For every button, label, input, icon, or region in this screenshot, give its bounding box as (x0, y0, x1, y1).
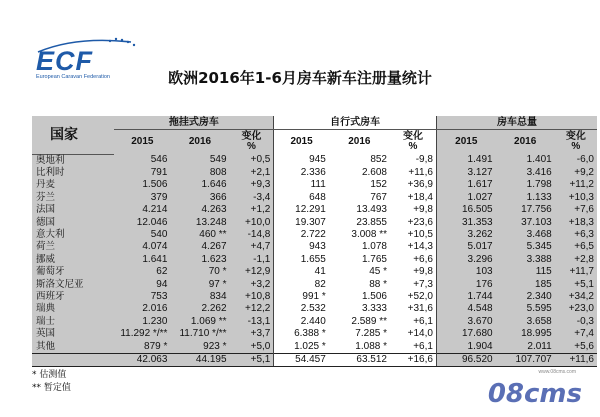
cell-total-change: +23,0 (555, 303, 597, 315)
cell-motor-2016: 1.078 (361, 241, 387, 253)
cell-total-2015: 1.744 (436, 291, 495, 303)
total-all-change: +11,6 (555, 353, 597, 366)
cell-towed-2015: 1.506 (114, 179, 170, 191)
cell-country: 荷兰 (32, 241, 114, 253)
cell-total-change: +11,2 (555, 179, 597, 191)
cell-motor-2015: 1.025 * (274, 340, 329, 353)
cell-motor-2016: 3.008 ** (351, 229, 387, 241)
change-label: 变化 (241, 131, 262, 142)
cell-motor-change: +10,5 (407, 229, 433, 241)
cell-towed-change: +5,0 (230, 340, 274, 353)
cell-towed-2015: 879 * (114, 340, 170, 353)
header-total-change (555, 130, 597, 155)
cell-motor-2016: 1.088 * (355, 340, 387, 352)
cell-total-change: +6,3 (555, 229, 597, 241)
header-total-2016: 2016 (496, 130, 555, 155)
watermark-url: www.08cms.com (538, 369, 576, 375)
cell-towed-change: +10,0 (230, 216, 274, 228)
cell-total-2016: 3.388 (496, 254, 555, 266)
cell-total-2015: 16.505 (436, 204, 495, 216)
note-estimate-text: 估测值 (39, 370, 67, 380)
cell-motor-2016: 767 (370, 191, 387, 203)
cell-country: 挪威 (32, 254, 114, 266)
cell-towed-2016: 4.267 (170, 241, 229, 253)
cell-total-2015: 3.262 (436, 229, 495, 241)
cell-country: 法国 (32, 204, 114, 216)
header-total-2015: 2015 (436, 130, 495, 155)
cell-towed-change: +1,2 (230, 204, 274, 216)
cell-towed-2016: 834 (170, 291, 229, 303)
cell-motor-change: +9,8 (413, 266, 433, 278)
cell-motor-2016: 13.493 (356, 204, 387, 216)
cell-total-change: -0,3 (555, 316, 597, 328)
note-estimate (32, 367, 66, 380)
cell-motor-2016: 852 (370, 154, 387, 166)
header-motor-2016: 2016 (348, 136, 371, 147)
cell-total-2016: 3.416 (496, 167, 555, 179)
cell-total-2015: 1.491 (436, 154, 495, 167)
totals-row (32, 353, 597, 366)
cell-total-2015: 1.904 (436, 340, 495, 353)
note-provisional (32, 380, 71, 393)
total-all-2016: 107.707 (496, 353, 555, 366)
logo-text: ECF (36, 46, 93, 76)
cell-towed-2016: 1.646 (170, 179, 229, 191)
cell-motor-change: +6,1 (413, 315, 433, 327)
cell-towed-2015: 11.292 */** (114, 328, 170, 340)
table-row (32, 241, 597, 253)
cell-motor-2016: 2.608 (361, 167, 387, 179)
cell-total-change: +5,1 (555, 278, 597, 290)
cell-country: 奥地利 (32, 154, 114, 167)
table-row (32, 328, 597, 340)
total-towed-2015: 42.063 (114, 353, 170, 366)
cell-motor-2015: 648 (274, 192, 329, 204)
cell-motor-change: +23,6 (407, 216, 433, 228)
table-row (32, 179, 597, 191)
cell-towed-change: +10,8 (230, 291, 274, 303)
cell-towed-2016: 549 (170, 154, 229, 167)
cell-total-change: +7,4 (555, 328, 597, 340)
cell-total-2016: 185 (496, 278, 555, 290)
cell-towed-2015: 791 (114, 167, 170, 179)
cell-towed-2015: 546 (114, 154, 170, 167)
cell-motor-2015: 41 (274, 266, 329, 278)
cell-motor-change: +6,6 (413, 253, 433, 265)
watermark-logo: 08cms (487, 379, 582, 409)
cell-motor-2015: 6.388 * (274, 328, 329, 340)
cell-total-2015: 1.617 (436, 179, 495, 191)
cell-towed-change: +3,7 (230, 328, 274, 340)
cell-motor-change: +36,9 (407, 179, 433, 191)
cell-motor-2015: 2.722 (274, 229, 329, 241)
note-provisional-text: 暂定值 (43, 383, 71, 393)
cell-country: 西班牙 (32, 291, 114, 303)
header-total: 房车总量 (436, 116, 597, 130)
cell-motor-2016: 152 (370, 179, 387, 191)
cell-towed-2015: 1.230 (114, 316, 170, 328)
cell-total-2015: 5.017 (436, 241, 495, 253)
cell-towed-2015: 4.074 (114, 241, 170, 253)
cell-total-2015: 31.353 (436, 216, 495, 228)
cell-motor-2015: 12.291 (274, 204, 329, 216)
cell-country: 意大利 (32, 229, 114, 241)
cell-total-change: +9,2 (555, 167, 597, 179)
cell-total-2015: 176 (436, 278, 495, 290)
cell-towed-2015: 1.641 (114, 254, 170, 266)
cell-total-2016: 115 (496, 266, 555, 278)
cell-total-change: -6,0 (555, 154, 597, 167)
header-towed-change (230, 130, 274, 155)
cell-motor-2016: 2.589 ** (351, 315, 387, 327)
cell-total-2016: 3.658 (496, 316, 555, 328)
cell-total-2015: 17.680 (436, 328, 495, 340)
table-row (32, 229, 597, 241)
header-towed: 拖挂式房车 (114, 116, 274, 130)
cell-total-2015: 3.127 (436, 167, 495, 179)
header-motor-change (390, 130, 436, 155)
table-row (32, 291, 597, 303)
note-estimate-mark: * (32, 370, 37, 380)
cell-motor-2016: 45 * (369, 266, 387, 278)
cell-total-2016: 1.133 (496, 192, 555, 204)
totals-label (32, 353, 114, 366)
cell-towed-change: +4,7 (230, 241, 274, 253)
total-towed-2016: 44.195 (170, 353, 229, 366)
cell-towed-2016: 923 * (170, 340, 229, 353)
cell-motor-change: +18,4 (407, 191, 433, 203)
cell-motor-2015: 19.307 (274, 216, 329, 228)
cell-motor-2016: 1.506 (361, 290, 387, 302)
percent-label: % (246, 141, 256, 152)
cell-towed-2016: 460 ** (170, 229, 229, 241)
cell-total-2015: 3.296 (436, 254, 495, 266)
cell-motor-2015: 2.532 (274, 303, 329, 315)
cell-motor-2015: 945 (274, 154, 329, 167)
cell-motor-2016: 23.855 (356, 216, 387, 228)
cell-towed-change: +12,9 (230, 266, 274, 278)
cell-total-change: +10,3 (555, 192, 597, 204)
cell-towed-2016: 2.262 (170, 303, 229, 315)
cell-towed-2015: 62 (114, 266, 170, 278)
change-label: 变化 (565, 131, 586, 142)
cell-towed-change: +0,5 (230, 154, 274, 167)
cell-motor-2015: 111 (274, 179, 329, 191)
table-row (32, 303, 597, 315)
cell-total-change: +18,3 (555, 216, 597, 228)
cell-total-change: +6,5 (555, 241, 597, 253)
cell-towed-2016: 11.710 */** (170, 328, 229, 340)
cell-motor-2015: 2.440 (274, 316, 329, 328)
header-motor-2015: 2015 (274, 130, 329, 155)
note-provisional-mark: ** (32, 383, 41, 393)
cell-towed-change: +9,3 (230, 179, 274, 191)
cell-motor-2016: 1.765 (361, 253, 387, 265)
cell-motor-2015: 82 (274, 278, 329, 290)
cell-total-2016: 2.011 (496, 340, 555, 353)
table-row (32, 278, 597, 290)
cell-total-change: +34,2 (555, 291, 597, 303)
cell-country: 比利时 (32, 167, 114, 179)
cell-towed-2015: 379 (114, 192, 170, 204)
cell-motor-change: +52,0 (407, 290, 433, 302)
cell-total-2016: 5.595 (496, 303, 555, 315)
cell-country: 丹麦 (32, 179, 114, 191)
total-motor-change: +16,6 (390, 353, 436, 366)
cell-motor-2016: 7.285 * (355, 328, 387, 340)
cell-towed-change: +12,2 (230, 303, 274, 315)
cell-motor-2015: 2.336 (274, 167, 329, 179)
cell-motor-change: +14,0 (407, 328, 433, 340)
cell-towed-2016: 97 * (170, 278, 229, 290)
logo-subtitle: European Caravan Federation (36, 74, 110, 80)
cell-towed-2015: 753 (114, 291, 170, 303)
cell-total-2016: 17.756 (496, 204, 555, 216)
table-row (32, 266, 597, 278)
total-all-2015: 96.520 (436, 353, 495, 366)
cell-towed-2015: 12.046 (114, 216, 170, 228)
cell-motor-change: -9,8 (415, 154, 433, 166)
table-row (32, 340, 597, 353)
cell-total-change: +2,8 (555, 254, 597, 266)
cell-motor-change: +14,3 (407, 241, 433, 253)
total-motor-2015: 54.457 (274, 353, 329, 366)
header-motor: 自行式房车 (274, 116, 437, 130)
cell-motor-2016: 88 * (369, 278, 387, 290)
table-row (32, 192, 597, 204)
total-towed-change: +5,1 (230, 353, 274, 366)
cell-towed-2016: 4.263 (170, 204, 229, 216)
cell-total-2016: 1.401 (496, 154, 555, 167)
total-motor-2016: 63.512 (329, 353, 390, 366)
page-title: 欧洲2016年1-6月房车新车注册量统计 (168, 69, 432, 87)
cell-total-2016: 37.103 (496, 216, 555, 228)
cell-towed-change: -13,1 (230, 316, 274, 328)
percent-label: % (408, 141, 418, 152)
cell-country: 德国 (32, 216, 114, 228)
cell-towed-change: -3,4 (230, 192, 274, 204)
cell-motor-2015: 1.655 (274, 254, 329, 266)
cell-country: 瑞典 (32, 303, 114, 315)
header-towed-2016: 2016 (170, 130, 229, 155)
header-towed-2015: 2015 (114, 130, 170, 155)
cell-total-2016: 2.340 (496, 291, 555, 303)
cell-motor-change: +7,3 (413, 278, 433, 290)
table-row (32, 254, 597, 266)
cell-total-change: +7,6 (555, 204, 597, 216)
cell-towed-2016: 13.248 (170, 216, 229, 228)
cell-total-2015: 4.548 (436, 303, 495, 315)
cell-towed-2015: 540 (114, 229, 170, 241)
percent-label: % (571, 141, 581, 152)
cell-towed-change: -14,8 (230, 229, 274, 241)
cell-towed-2016: 70 * (170, 266, 229, 278)
cell-total-2016: 18.995 (496, 328, 555, 340)
table-row (32, 216, 597, 228)
change-label: 变化 (402, 131, 423, 142)
cell-country: 英国 (32, 328, 114, 340)
cell-towed-2015: 4.214 (114, 204, 170, 216)
cell-total-2015: 1.027 (436, 192, 495, 204)
cell-motor-change: +9,8 (413, 204, 433, 216)
cell-country: 葡萄牙 (32, 266, 114, 278)
cell-motor-change: +6,1 (413, 340, 433, 352)
cell-total-2016: 1.798 (496, 179, 555, 191)
cell-motor-change: +31,6 (407, 303, 433, 315)
cell-total-2016: 5.345 (496, 241, 555, 253)
cell-total-2015: 103 (436, 266, 495, 278)
cell-total-2016: 3.468 (496, 229, 555, 241)
cell-motor-2015: 943 (274, 241, 329, 253)
cell-towed-change: +3,2 (230, 278, 274, 290)
cell-towed-change: +2,1 (230, 167, 274, 179)
table-body (32, 154, 597, 353)
cell-towed-2015: 94 (114, 278, 170, 290)
cell-total-2015: 3.670 (436, 316, 495, 328)
header-country: 国家 (32, 116, 114, 154)
table-row (32, 154, 597, 167)
cell-towed-change: -1,1 (230, 254, 274, 266)
table-row (32, 316, 597, 328)
cell-motor-2016: 3.333 (361, 303, 387, 315)
cell-total-change: +11,7 (555, 266, 597, 278)
cell-motor-change: +11,6 (408, 167, 433, 179)
cell-towed-2016: 808 (170, 167, 229, 179)
cell-total-change: +5,6 (555, 340, 597, 353)
cell-country: 芬兰 (32, 192, 114, 204)
cell-country: 瑞士 (32, 316, 114, 328)
cell-towed-2015: 2.016 (114, 303, 170, 315)
cell-towed-2016: 366 (170, 192, 229, 204)
cell-towed-2016: 1.623 (170, 254, 229, 266)
table-row (32, 204, 597, 216)
cell-country: 斯洛文尼亚 (32, 278, 114, 290)
table-row (32, 167, 597, 179)
cell-towed-2016: 1.069 ** (170, 316, 229, 328)
cell-motor-2015: 991 * (274, 291, 329, 303)
registration-table (32, 116, 597, 367)
cell-country: 其他 (32, 340, 114, 353)
